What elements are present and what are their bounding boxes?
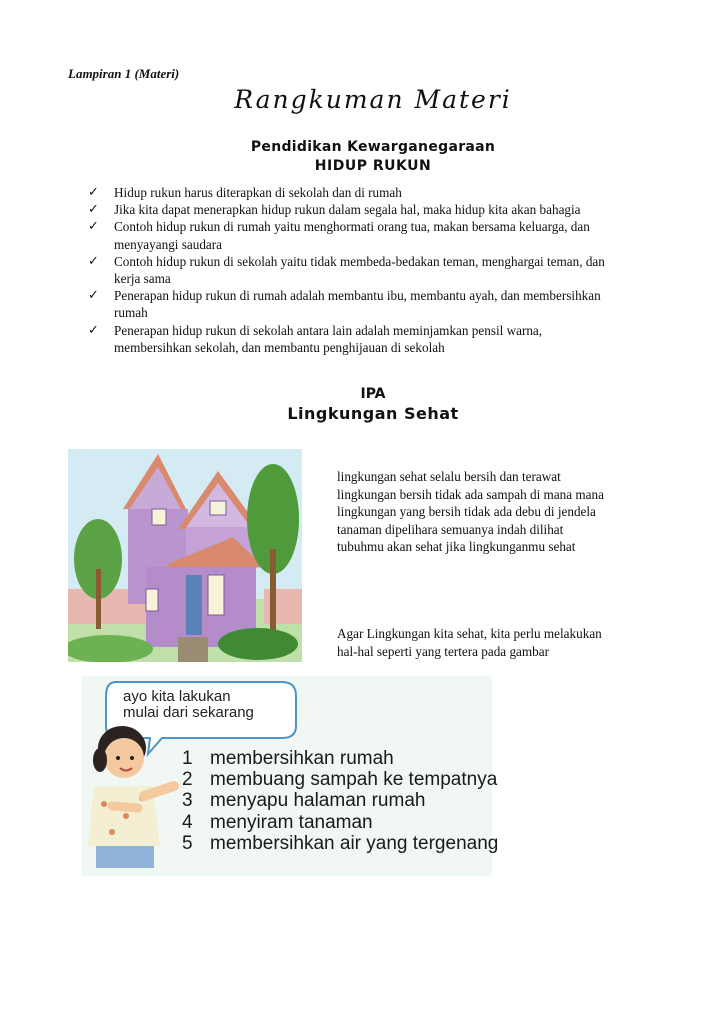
page-title: Rangkuman Materi xyxy=(234,85,512,114)
step-text: menyapu halaman rumah xyxy=(210,790,426,812)
step-number: 5 xyxy=(182,832,193,854)
list-item-line: Jika kita dapat menerapkan hidup rukun dalam segala hal, maka hidup kita akan bahagia xyxy=(114,202,581,218)
paragraph-line: lingkungan bersih tidak ada sampah di mana mana xyxy=(337,486,604,502)
step-number: 1 xyxy=(182,748,193,769)
list-item-line: Contoh hidup rukun di sekolah yaitu tidak membeda-bedakan teman, menghargai teman, dan xyxy=(114,253,605,269)
check-mark-icon: ✓ xyxy=(88,219,99,235)
check-mark-icon: ✓ xyxy=(88,202,99,218)
pkn-topic-heading: HIDUP RUKUN xyxy=(314,158,432,174)
step-text: membersihkan air yang tergenang xyxy=(210,832,499,854)
ipa-paragraph-2 xyxy=(337,625,667,660)
paragraph-line: hal-hal seperti yang tertera pada gambar xyxy=(337,643,549,659)
list-item xyxy=(88,287,678,321)
list-item-line: Penerapan hidup rukun di sekolah antara lain adalah meminjamkan pensil warna, xyxy=(114,322,543,338)
pkn-subject-heading: Pendidikan Kewarganegaraan xyxy=(250,139,496,155)
ipa-topic-heading: Lingkungan Sehat xyxy=(287,404,459,423)
steps-list xyxy=(182,748,498,854)
list-item-line: kerja sama xyxy=(114,271,171,287)
list-item-line: Hidup rukun harus diterapkan di sekolah dan di rumah xyxy=(114,185,402,200)
step-number: 3 xyxy=(182,790,193,812)
paragraph-line: lingkungan sehat selalu bersih dan terawat xyxy=(337,469,561,484)
ipa-subject-heading: IPA xyxy=(360,386,386,402)
lampiran-label: Lampiran 1 (Materi) xyxy=(68,66,180,81)
paragraph-line: Agar Lingkungan kita sehat, kita perlu melakukan xyxy=(337,626,602,641)
speech-bubble xyxy=(123,689,254,721)
list-item xyxy=(88,253,678,287)
step-text: membersihkan rumah xyxy=(210,748,394,769)
bubble-line: ayo kita lakukan xyxy=(123,688,231,705)
bubble-line: mulai dari sekarang xyxy=(123,704,254,721)
list-item xyxy=(88,322,678,356)
list-item xyxy=(88,218,678,252)
list-item xyxy=(88,201,678,218)
step-number: 4 xyxy=(182,811,193,833)
step-number: 2 xyxy=(182,769,193,791)
list-item-line: Contoh hidup rukun di rumah yaitu menghormati orang tua, makan bersama keluarga, dan xyxy=(114,219,590,235)
list-item xyxy=(88,184,678,201)
check-mark-icon: ✓ xyxy=(88,288,99,304)
paragraph-line: lingkungan yang bersih tidak ada debu di jendela xyxy=(337,504,596,519)
check-mark-icon: ✓ xyxy=(88,185,99,200)
paragraph-line: tanaman dipelihara semuanya indah dilihat xyxy=(337,521,564,537)
step-text: membuang sampah ke tempatnya xyxy=(210,769,498,791)
ipa-paragraph-1 xyxy=(337,468,667,556)
check-mark-icon: ✓ xyxy=(88,253,99,269)
paragraph-line: tubuhmu akan sehat jika lingkunganmu sehat xyxy=(337,539,576,554)
list-item xyxy=(182,769,498,790)
list-item-line: membersihkan sekolah, dan membantu penghijauan di sekolah xyxy=(114,339,445,355)
house-illustration xyxy=(68,449,302,662)
step-text: menyiram tanaman xyxy=(210,811,373,833)
list-item xyxy=(182,790,498,811)
list-item xyxy=(182,833,498,854)
list-item xyxy=(182,748,498,769)
list-item-line: rumah xyxy=(114,305,148,321)
list-item xyxy=(182,812,498,833)
hidup-rukun-list xyxy=(88,184,678,356)
list-item-line: Penerapan hidup rukun di rumah adalah membantu ibu, membantu ayah, dan membersihkan xyxy=(114,288,601,304)
list-item-line: menyayangi saudara xyxy=(114,236,223,252)
check-mark-icon: ✓ xyxy=(88,322,99,338)
